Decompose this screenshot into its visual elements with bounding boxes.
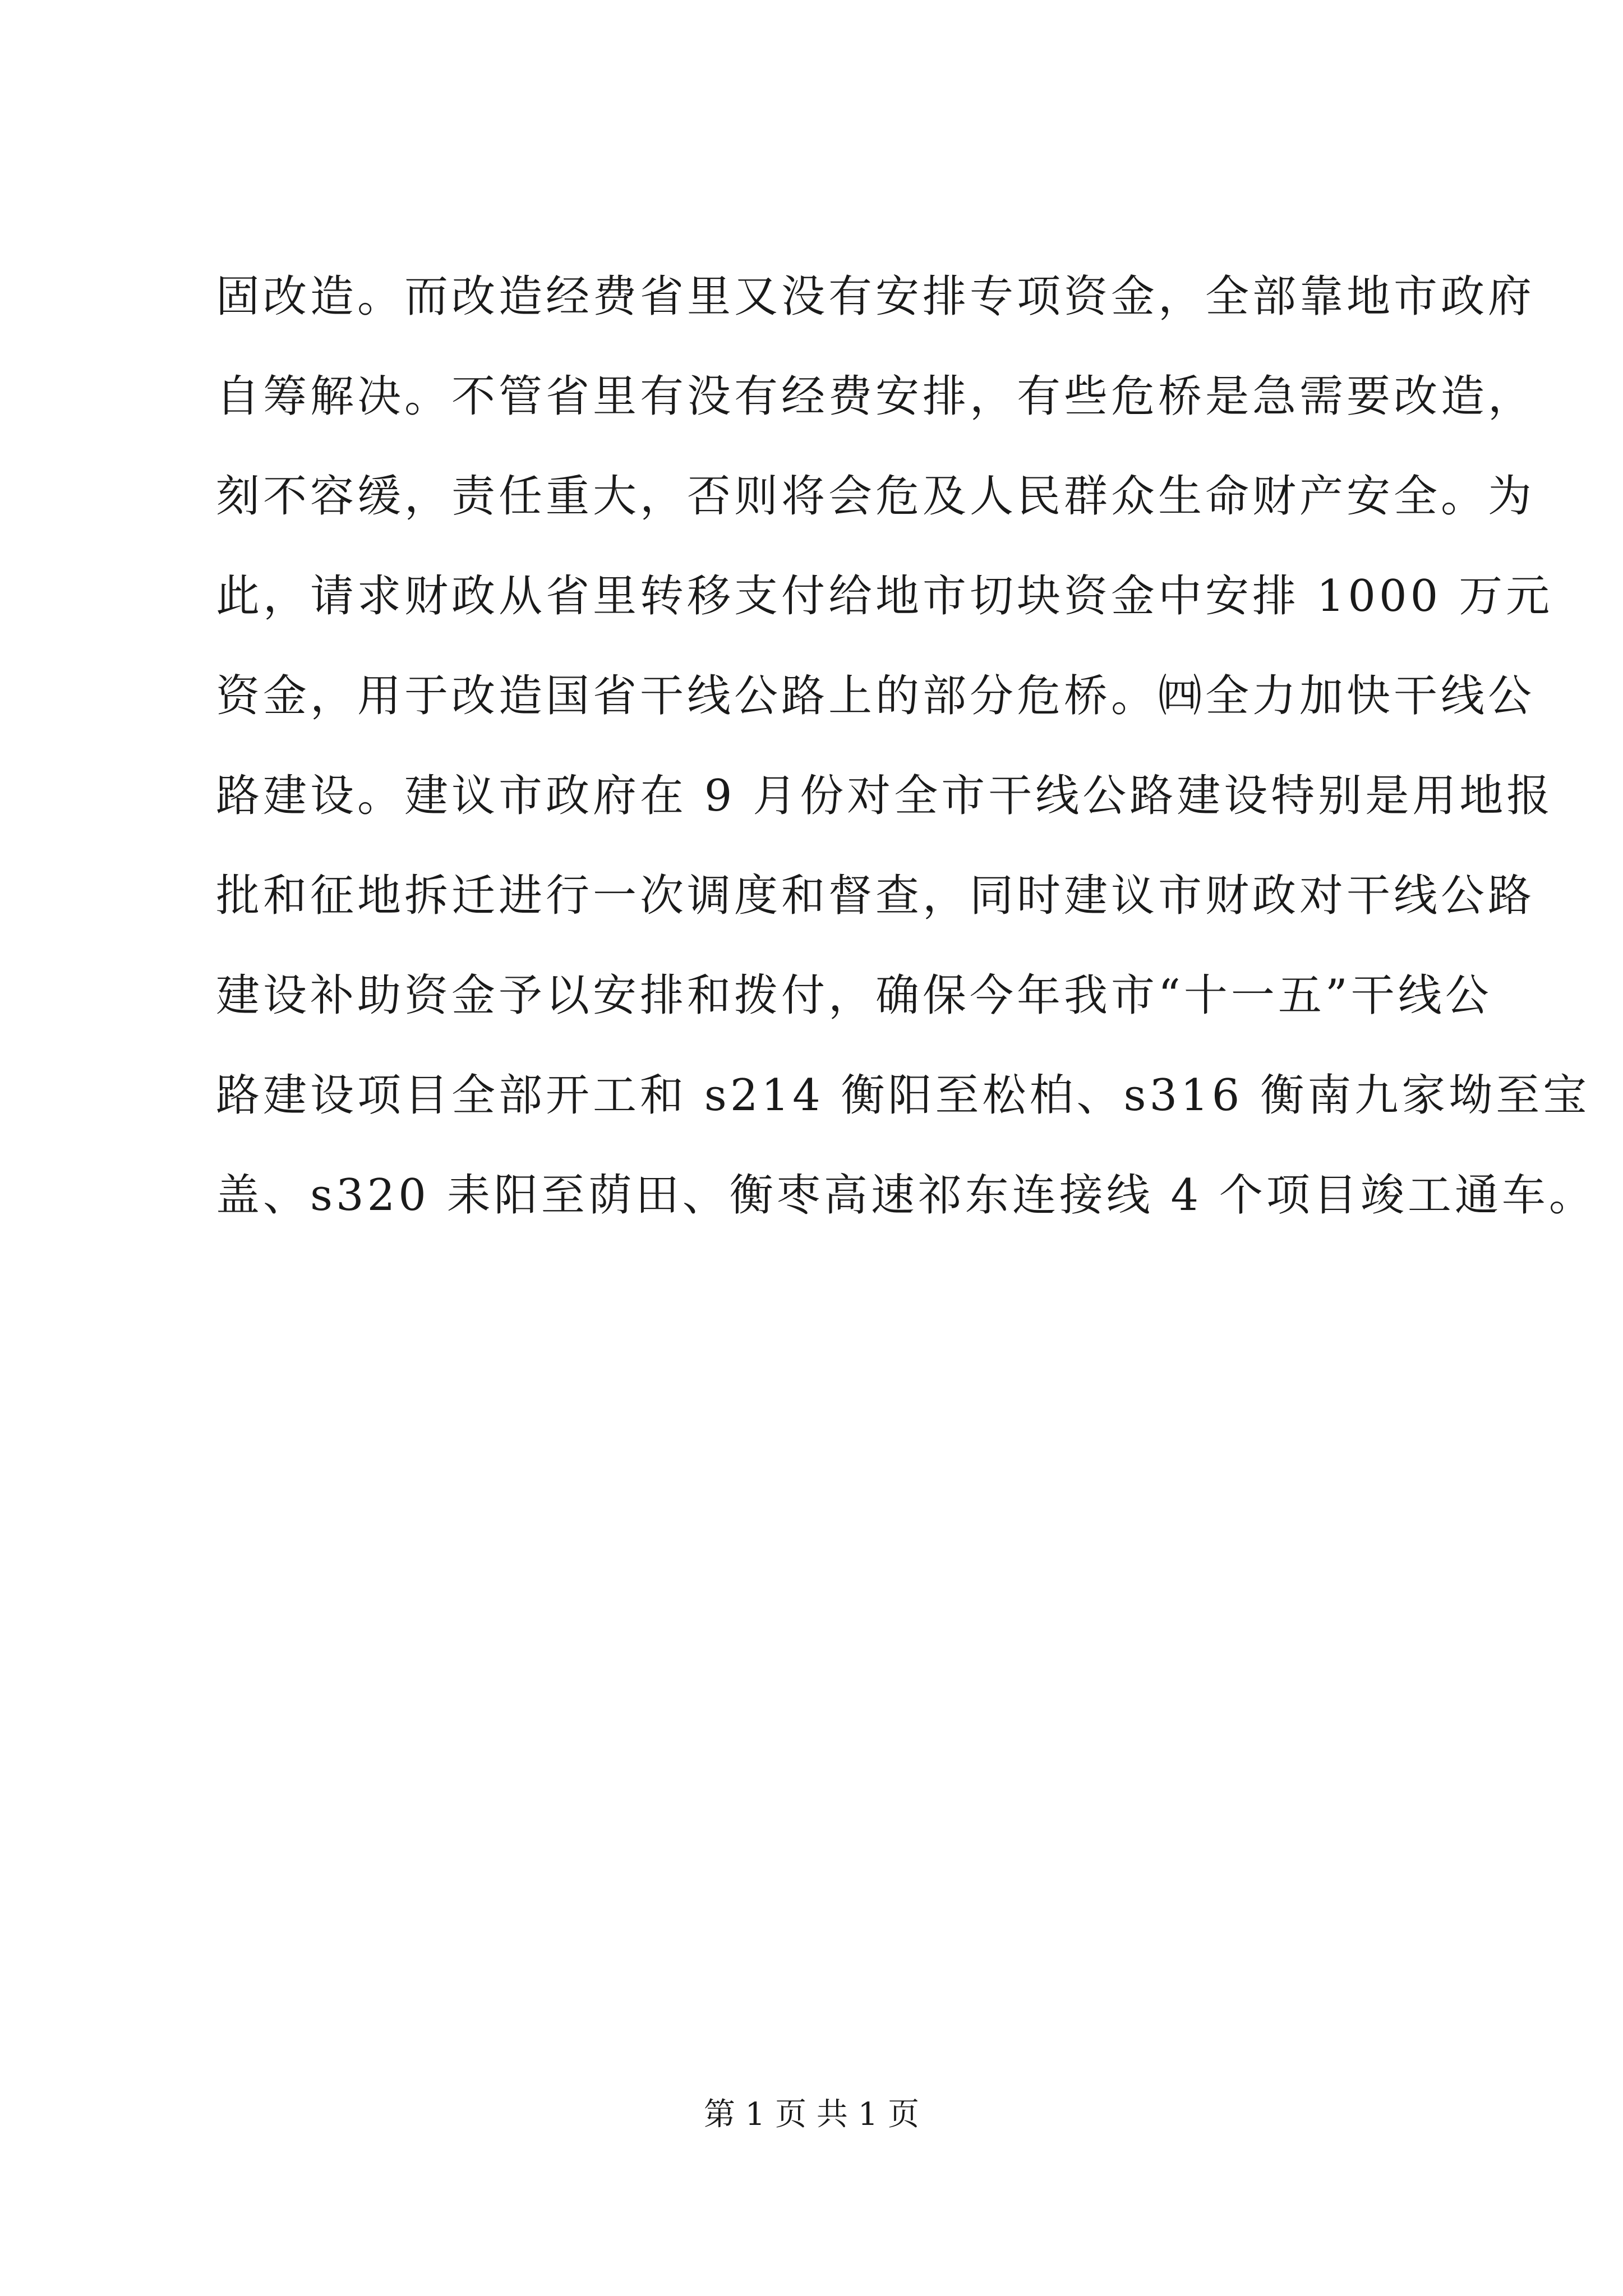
text-line: 自筹解决。不管省里有没有经费安排，有些危桥是急需要改造， bbox=[216, 371, 1536, 422]
text-line: 资金，用于改造国省干线公路上的部分危桥。㈣全力加快干线公 bbox=[216, 671, 1536, 721]
text-line: 此，请求财政从省里转移支付给地市切块资金中安排 1000 万元 bbox=[216, 571, 1553, 622]
text-line: 路建设项目全部开工和 s214 衡阳至松柏、s316 衡南九家坳至宝 bbox=[216, 1070, 1590, 1121]
body-paragraph bbox=[216, 247, 1596, 1245]
text-line: 批和征地拆迁进行一次调度和督查，同时建议市财政对干线公路 bbox=[216, 871, 1536, 921]
text-line: 路建设。建议市政府在 9 月份对全市干线公路建设特别是用地报 bbox=[216, 771, 1554, 821]
text-line: 固改造。而改造经费省里又没有安排专项资金，全部靠地市政府 bbox=[216, 272, 1536, 322]
page-footer: 第 1 页 共 1 页 bbox=[703, 2096, 920, 2133]
text-line: 盖、s320 耒阳至荫田、衡枣高速祁东连接线 4 个项目竣工通车。 bbox=[216, 1170, 1596, 1221]
text-line: 刻不容缓，责任重大，否则将会危及人民群众生命财产安全。为 bbox=[216, 471, 1536, 522]
text-line: 建设补助资金予以安排和拨付，确保今年我市“十一五”干线公 bbox=[216, 970, 1492, 1021]
